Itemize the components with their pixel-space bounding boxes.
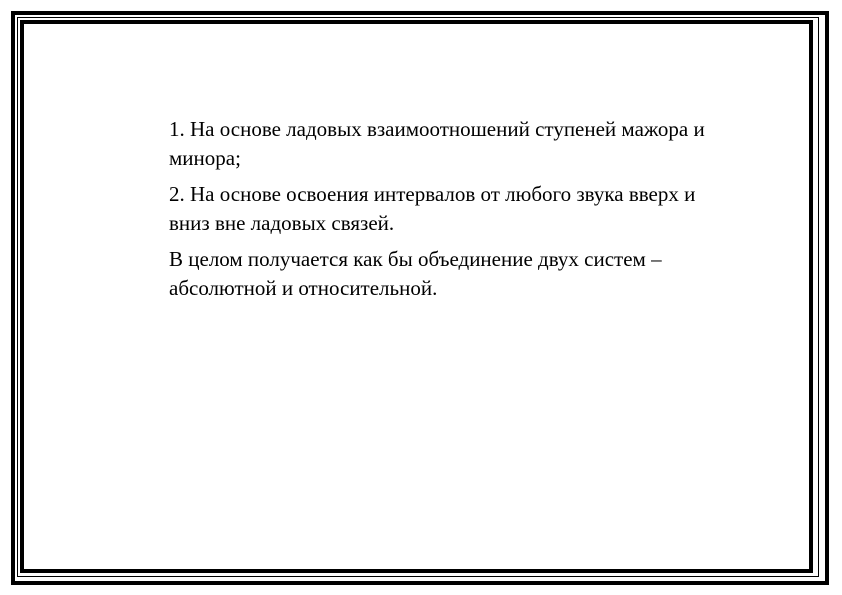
slide-content <box>169 115 729 303</box>
summary-text: В целом получается как бы объединение двух систем – абсолютной и относительной. <box>169 247 662 300</box>
list-item-1: 1. На основе ладовых взаимоотношений ступеней мажора и минора; <box>169 117 705 170</box>
list-item-2: 2. На основе освоения интервалов от любого звука вверх и вниз вне ладовых связей. <box>169 182 696 235</box>
